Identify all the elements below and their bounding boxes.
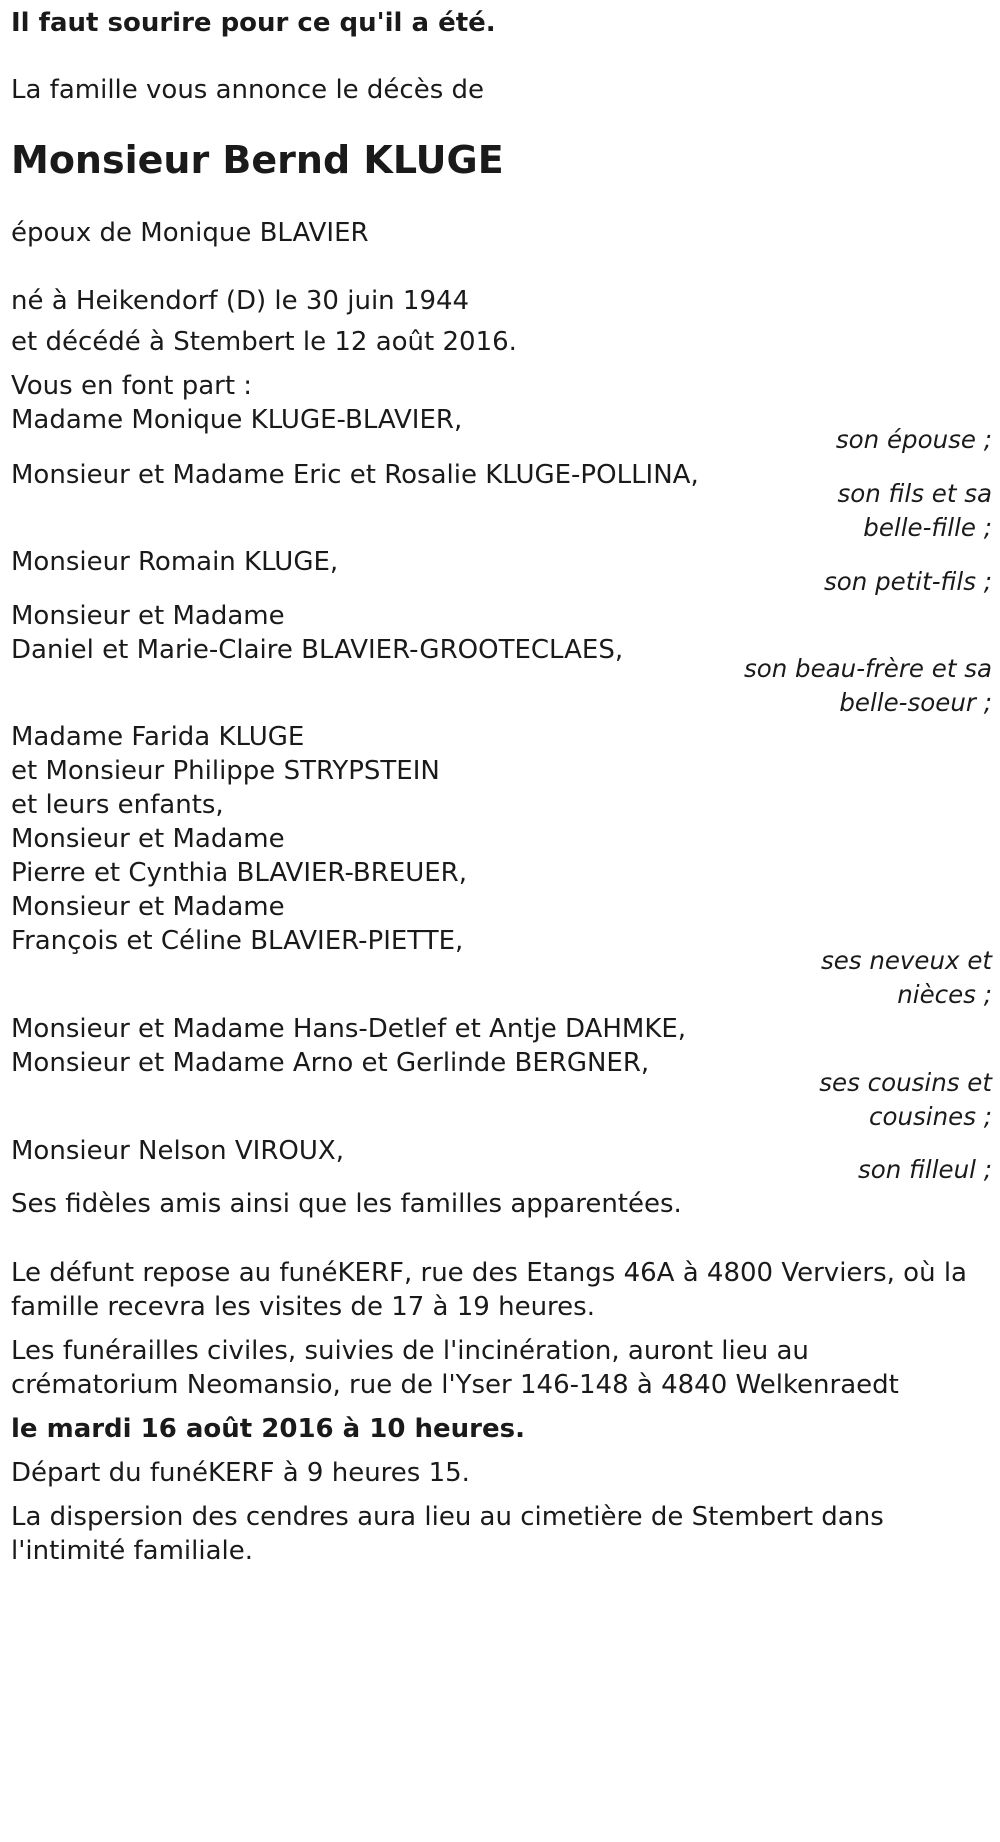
mourner-line: Madame Monique KLUGE-BLAVIER, [11, 405, 463, 435]
mourner-line: Monsieur et Madame [11, 601, 285, 631]
relation-label: son filleul ; [858, 1155, 992, 1184]
dispersion-line: La dispersion des cendres aura lieu au cimetière de Stembert dans [11, 1502, 884, 1532]
mourner-line: Monsieur et Madame Arno et Gerlinde BERGNER, [11, 1048, 650, 1078]
mourner-line: Monsieur Nelson VIROUX, [11, 1136, 344, 1166]
friends-line: Ses fidèles amis ainsi que les familles apparentées. [11, 1189, 682, 1219]
mourner-line: Monsieur et Madame Hans-Detlef et Antje DAHMKE, [11, 1014, 687, 1044]
relation-label: son beau-frère et sa [743, 654, 992, 683]
relation-label: son petit-fils ; [824, 567, 992, 596]
funeral-date: le mardi 16 août 2016 à 10 heures. [11, 1414, 525, 1444]
relation-label: ses cousins et [819, 1068, 992, 1097]
deceased-name: Monsieur Bernd KLUGE [11, 138, 504, 182]
mourner-line: Pierre et Cynthia BLAVIER-BREUER, [11, 858, 468, 888]
mourner-line: François et Céline BLAVIER-PIETTE, [11, 926, 464, 956]
announcement-line: La famille vous annonce le décès de [11, 75, 485, 105]
mourner-line: et leurs enfants, [11, 790, 224, 820]
funeral-line: Les funérailles civiles, suivies de l'incinération, auront lieu au [11, 1336, 809, 1366]
funeral-line: crématorium Neomansio, rue de l'Yser 146-148 à 4840 Welkenraedt [11, 1370, 899, 1400]
repose-line: Le défunt repose au funéKERF, rue des Etangs 46A à 4800 Verviers, où la [11, 1258, 967, 1288]
intro-line: Vous en font part : [11, 371, 253, 401]
spouse-line: époux de Monique BLAVIER [11, 218, 369, 248]
repose-line: famille recevra les visites de 17 à 19 heures. [11, 1292, 595, 1322]
mourner-line: et Monsieur Philippe STRYPSTEIN [11, 756, 440, 786]
mourner-line: Daniel et Marie-Claire BLAVIER-GROOTECLAES, [11, 635, 624, 665]
dispersion-line: l'intimité familiale. [11, 1536, 253, 1566]
mourner-line: Madame Farida KLUGE [11, 722, 305, 752]
relation-label: nièces ; [897, 980, 992, 1009]
relation-label: cousines ; [869, 1102, 992, 1131]
relation-label: belle-fille ; [863, 513, 992, 542]
relation-label: son fils et sa [837, 479, 992, 508]
relation-label: ses neveux et [820, 946, 992, 975]
mourner-line: Monsieur et Madame [11, 892, 285, 922]
relation-label: belle-soeur ; [839, 688, 992, 717]
departure-line: Départ du funéKERF à 9 heures 15. [11, 1458, 470, 1488]
birth-line: né à Heikendorf (D) le 30 juin 1944 [11, 286, 470, 316]
mourner-line: Monsieur et Madame Eric et Rosalie KLUGE-POLLINA, [11, 460, 699, 490]
motto: Il faut sourire pour ce qu'il a été. [11, 8, 496, 38]
mourner-line: Monsieur Romain KLUGE, [11, 547, 339, 577]
relation-label: son épouse ; [835, 425, 992, 454]
death-line: et décédé à Stembert le 12 août 2016. [11, 327, 517, 357]
mourner-line: Monsieur et Madame [11, 824, 285, 854]
